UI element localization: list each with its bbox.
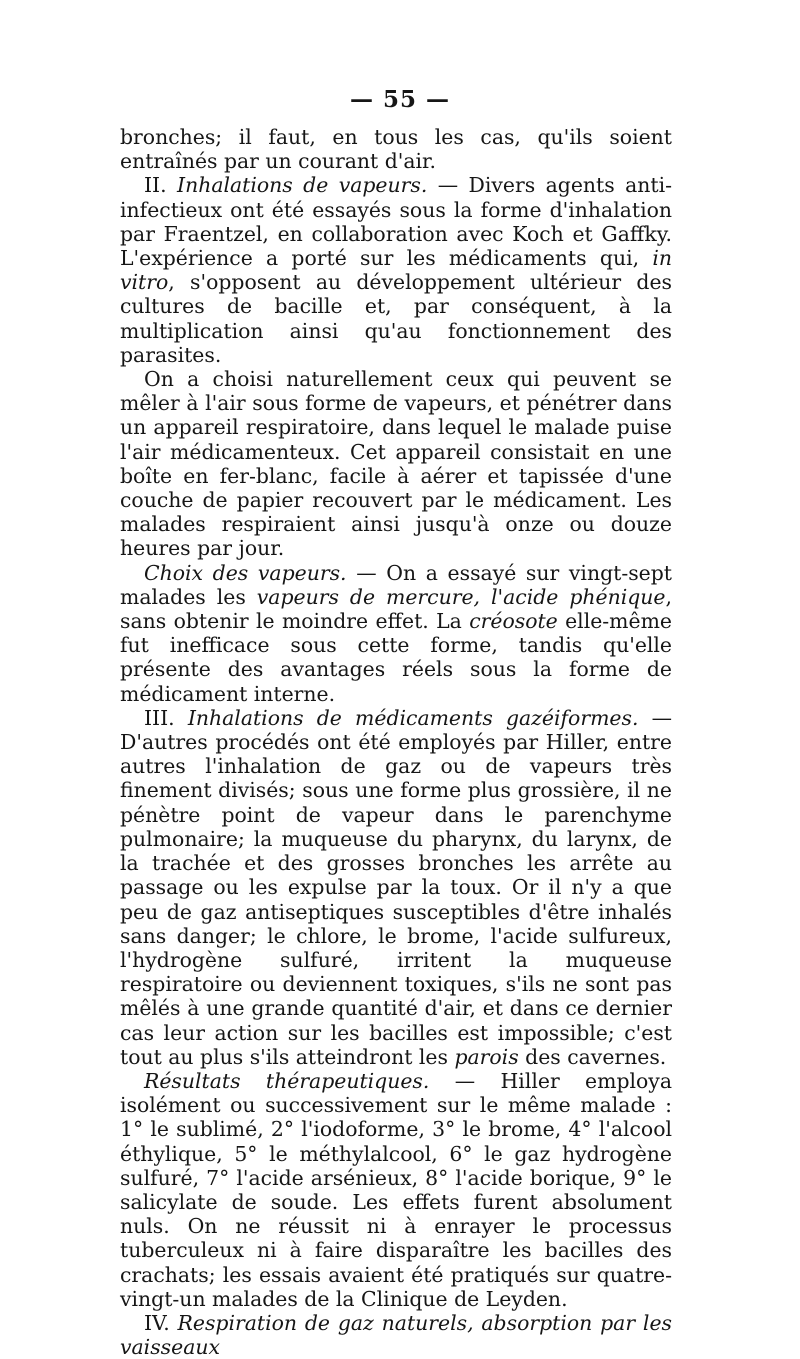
italic-text: parois <box>454 1044 519 1069</box>
text-segment: , s'opposent au développement ultérieur des cultures de bacille et, par conséquent, à la multiplication ainsi qu'au fonctionnement des parasites. <box>120 270 672 367</box>
text-segment: III. <box>144 705 188 730</box>
paragraph <box>120 561 672 706</box>
text-segment: — Hiller employa isolément ou successivement sur le même malade : 1° le sublimé, 2° l'iodoforme, 3° le brome, 4° l'alcool éthylique, 5° le méthylalcool, 6° le gaz hydrogène sulfuré, 7° l'acide arsénieux, 8° l'acide borique, 9° le salicylate de soude. Les effets furent absolument nuls. On ne réussit ni à enrayer le processus tuberculeux ni à faire disparaître les bacilles des crachats; les essais avaient été pratiqués sur quatre-vingt-un malades de la Clinique de Leyden. <box>120 1068 672 1311</box>
italic-text: Inhalations de médicaments gazéiformes. <box>187 705 639 730</box>
text-segment: IV. <box>144 1310 178 1335</box>
italic-text: vapeurs de mercure, l'acide phénique <box>256 584 666 609</box>
text-segment: On a choisi naturellement ceux qui peuvent se mêler à l'air sous forme de vapeurs, et pénétrer dans un appareil respiratoire, dans lequel le malade puise l'air médicamenteux. Cet appareil consistait en une boîte en fer-blanc, facile à aérer et tapissée d'une couche de papier recouvert par le médicament. Les malades respiraient ainsi jusqu'à onze ou douze heures par jour. <box>120 367 672 561</box>
italic-text: in vitro <box>120 246 672 295</box>
text-segment: — On a essayé sur vingt-sept malades les <box>120 560 672 609</box>
paragraph <box>120 173 672 367</box>
text-segment: elle-même fut inefficace sous cette forme, tandis qu'elle présente des avantages réels sous la forme de médicament interne. <box>120 609 672 706</box>
body-text <box>120 125 672 1359</box>
text-segment: — D'autres procédés ont été employés par Hiller, entre autres l'inhalation de gaz ou de vapeurs très finement divisés; sous une forme plus grossière, il ne pénètre point de vapeur dans le parenchyme pulmonaire; la muqueuse du pharynx, du larynx, de la trachée et des grosses bronches les arrête au passage ou les expulse par la toux. Or il n'y a que peu de gaz antiseptiques susceptibles d'être inhalés sans danger; le chlore, le brome, l'acide sulfureux, l'hydrogène sulfuré, irritent la muqueuse respiratoire ou deviennent toxiques, s'ils ne sont pas mêlés à une grande quantité d'air, et dans ce dernier cas leur action sur les bacilles est impossible; c'est tout au plus s'ils atteindront les <box>120 705 673 1069</box>
text-segment: des cavernes. <box>518 1044 667 1069</box>
italic-text: créosote <box>469 609 558 634</box>
paragraph <box>120 125 672 173</box>
italic-text: Inhalations de vapeurs. <box>177 173 428 198</box>
italic-text: Respiration de gaz naturels, absorption par les vaisseaux <box>120 1310 672 1359</box>
text-segment: — Divers agents anti-infectieux ont été essayés sous la forme d'inhalation par Fraentzel, en collaboration avec Koch et Gaffky. L'expérience a porté sur les médicaments qui, <box>120 173 672 271</box>
text-segment: II. <box>144 173 178 198</box>
paragraph <box>120 1311 672 1359</box>
paragraph <box>120 1069 672 1311</box>
text-segment: , sans obtenir le moindre effet. La <box>120 584 672 634</box>
page-number: — 55 — <box>349 86 451 113</box>
italic-text: Résultats thérapeutiques. <box>144 1068 430 1093</box>
text-segment: bronches; il faut, en tous les cas, qu'ils soient entraînés par un courant d'air. <box>120 125 672 174</box>
italic-text: Choix des vapeurs. <box>144 560 347 585</box>
paragraph <box>120 706 672 1069</box>
paragraph <box>120 367 672 561</box>
